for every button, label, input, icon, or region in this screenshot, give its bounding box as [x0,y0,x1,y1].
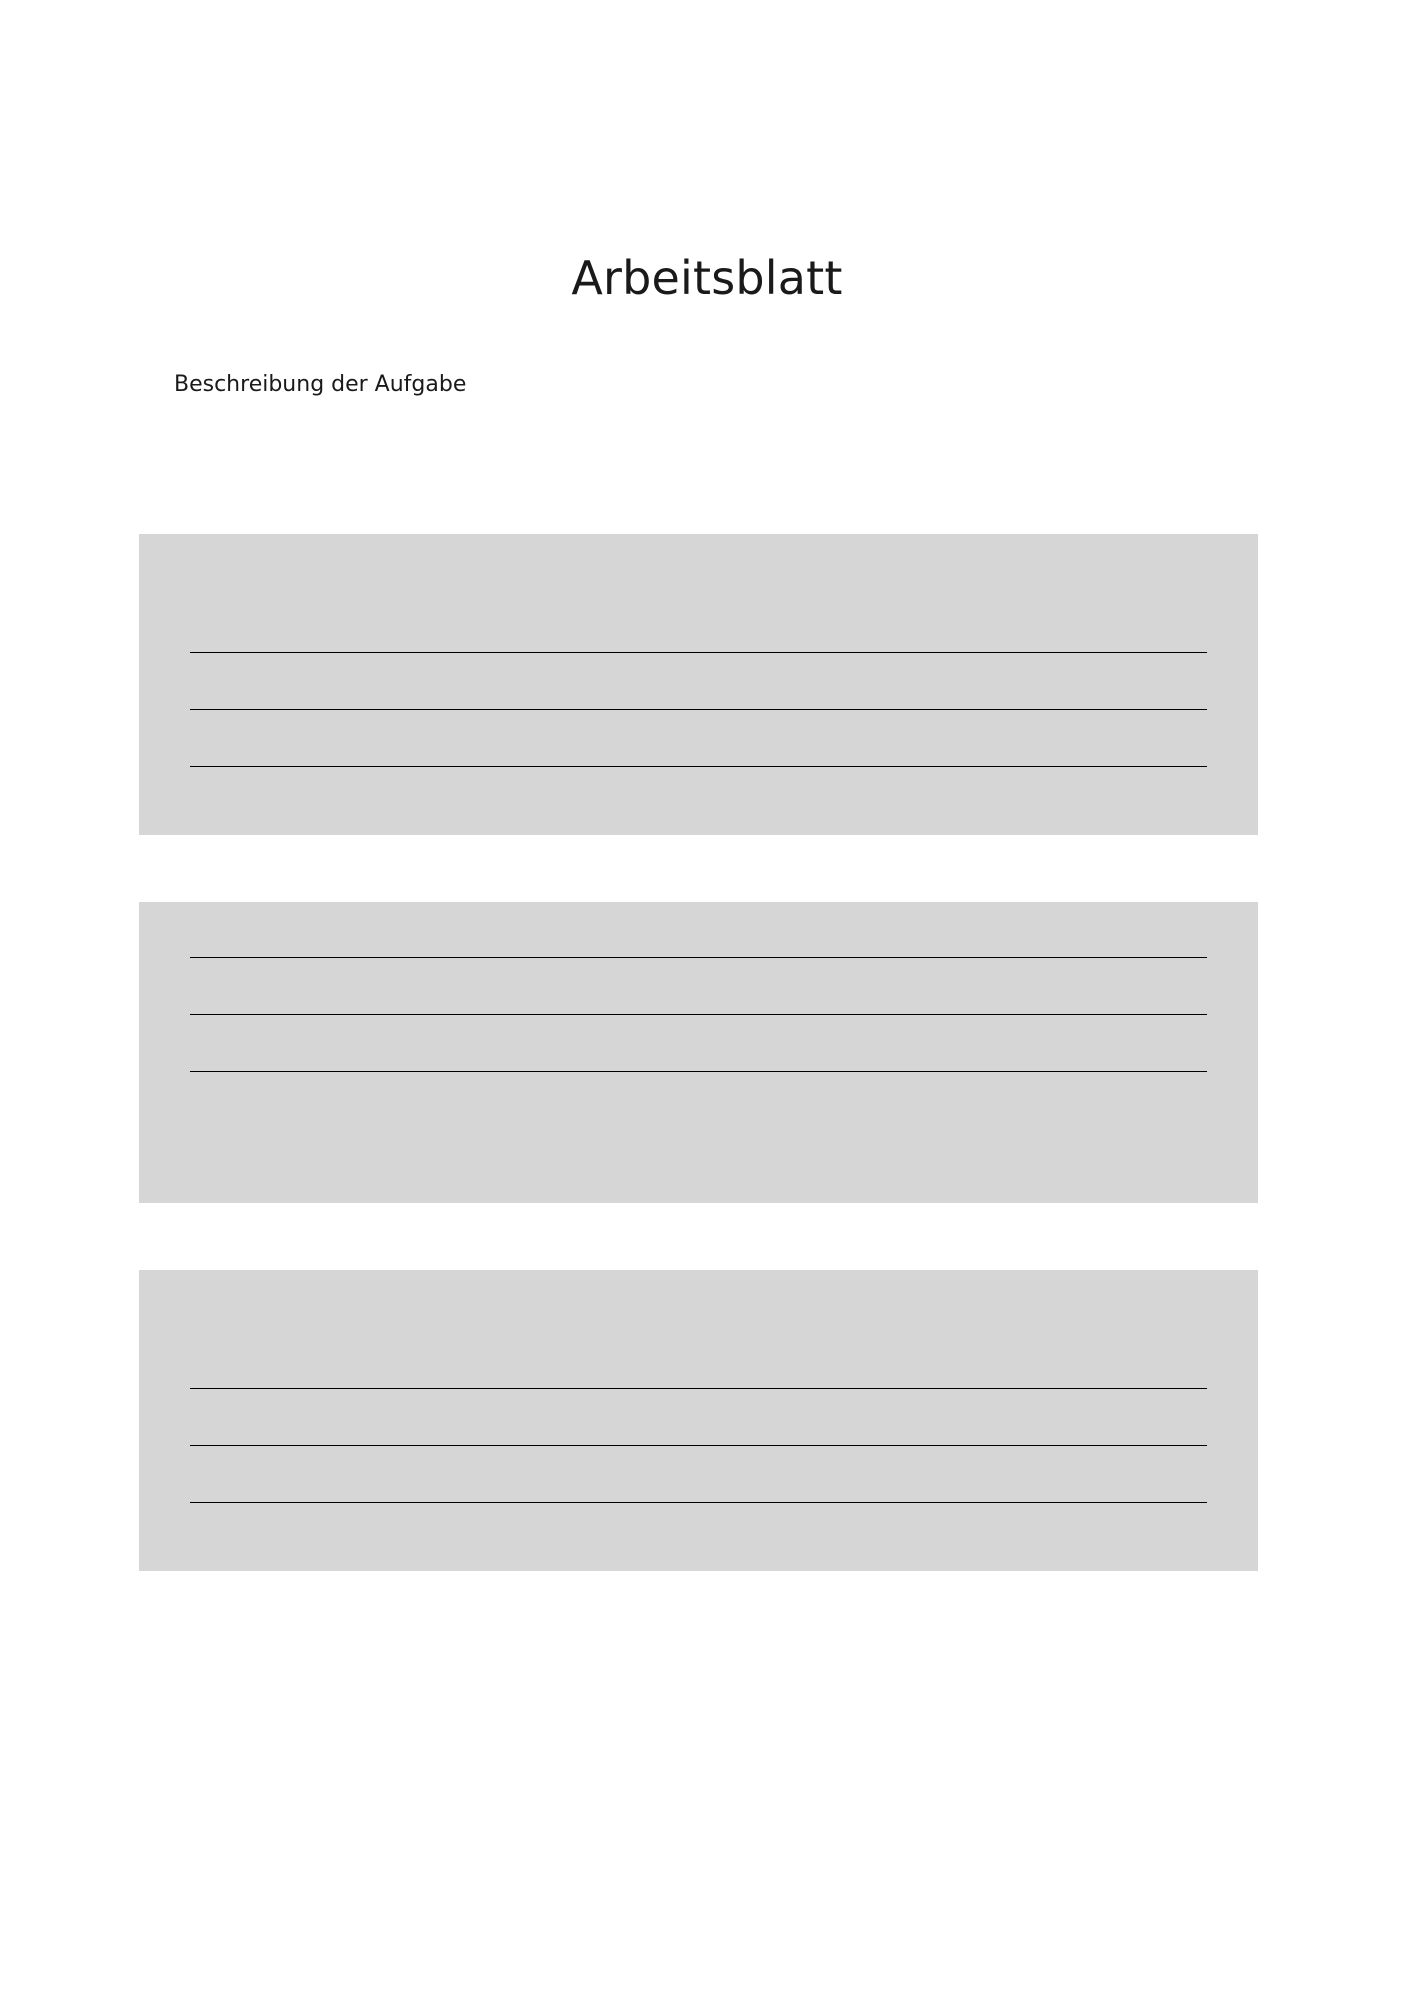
writing-line[interactable] [190,957,1207,958]
writing-line[interactable] [190,1502,1207,1503]
answer-block-2[interactable] [139,902,1258,1203]
writing-line[interactable] [190,766,1207,767]
writing-line[interactable] [190,1014,1207,1015]
writing-line[interactable] [190,1071,1207,1072]
writing-line[interactable] [190,1388,1207,1389]
writing-lines-group [190,1388,1207,1503]
writing-lines-group [190,957,1207,1072]
answer-block-3[interactable] [139,1270,1258,1571]
answer-block-1[interactable] [139,534,1258,835]
writing-line[interactable] [190,709,1207,710]
writing-lines-group [190,652,1207,767]
writing-line[interactable] [190,652,1207,653]
task-description-label: Beschreibung der Aufgabe [174,372,467,397]
page-title: Arbeitsblatt [571,250,843,305]
writing-line[interactable] [190,1445,1207,1446]
